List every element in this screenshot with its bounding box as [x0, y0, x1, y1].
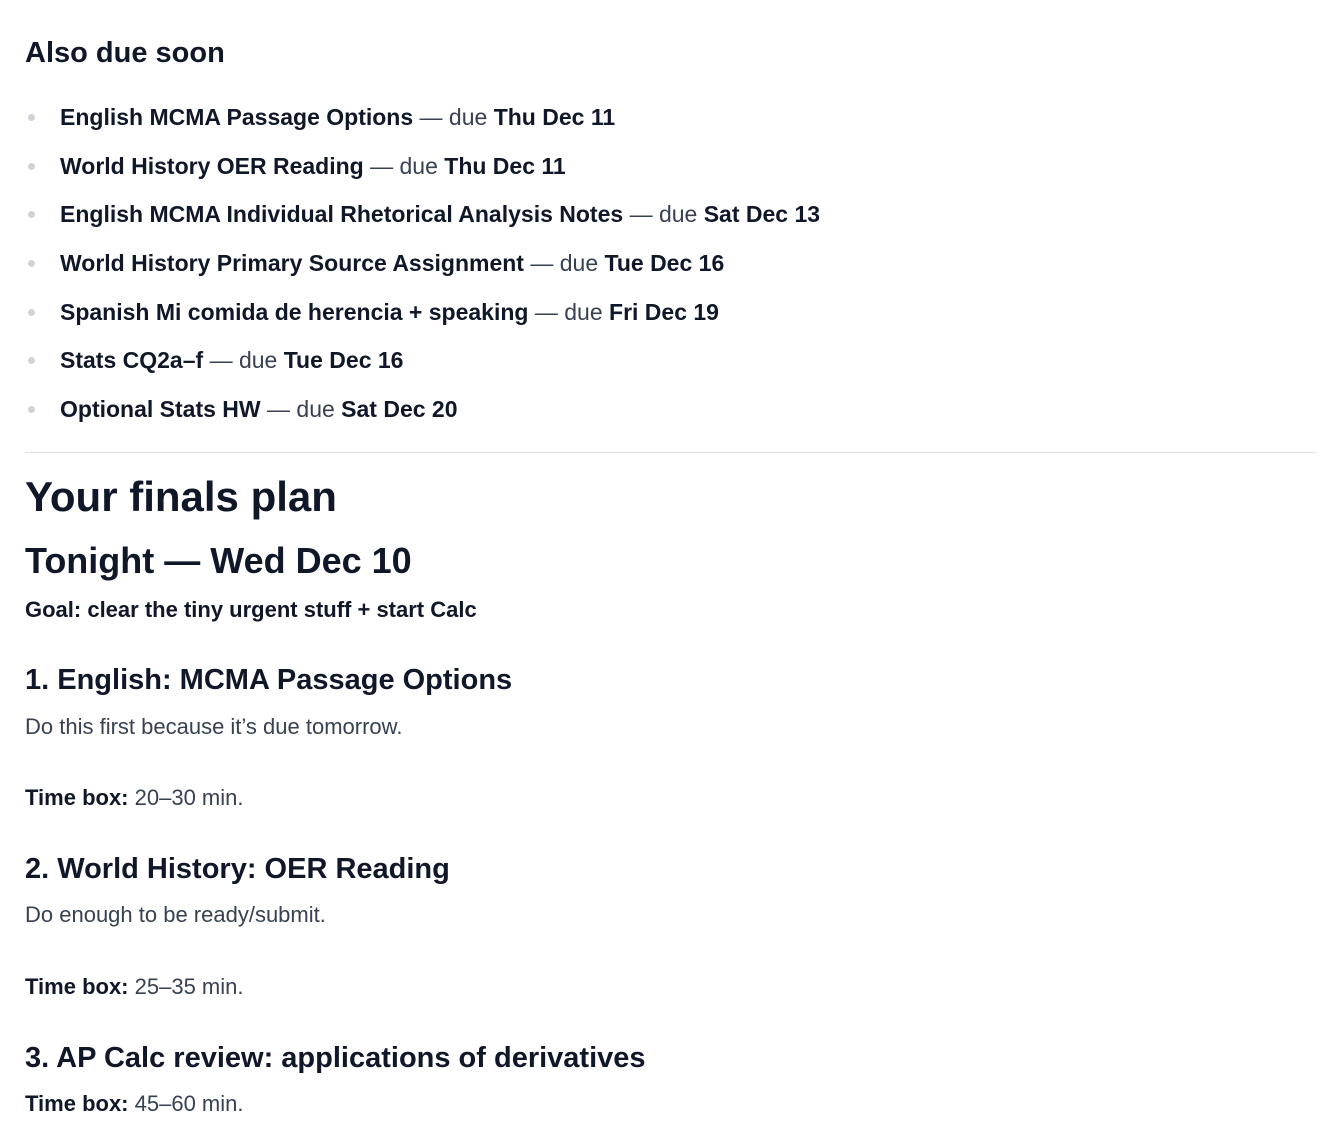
due-separator: — due	[209, 347, 278, 374]
step-title: 3. AP Calc review: applications of derivatives	[25, 1042, 646, 1074]
list-item	[25, 193, 820, 242]
due-separator: — due	[530, 250, 599, 277]
task-name: English MCMA Individual Rhetorical Analysis Notes	[60, 201, 624, 228]
due-date: Sat Dec 13	[703, 201, 821, 228]
timebox-label: Time box:	[25, 1091, 129, 1116]
task-name: Optional Stats HW	[60, 396, 261, 423]
step-timebox	[25, 1089, 244, 1119]
due-date: Tue Dec 16	[283, 347, 404, 374]
task-name: World History Primary Source Assignment	[60, 250, 524, 277]
due-date: Tue Dec 16	[604, 250, 725, 277]
task-name: Spanish Mi comida de herencia + speaking	[60, 298, 529, 325]
due-date: Thu Dec 11	[493, 104, 616, 130]
task-name: English MCMA Passage Options	[60, 104, 414, 130]
section-divider	[25, 452, 1315, 453]
step-description: Do this first because it’s due tomorrow.	[25, 714, 403, 739]
bullet-dot-icon	[28, 357, 35, 364]
list-item	[25, 388, 820, 437]
list-item	[25, 291, 820, 340]
list-item	[25, 242, 820, 291]
list-item	[25, 96, 820, 145]
timebox-label: Time box:	[25, 974, 129, 999]
step-timebox	[25, 783, 244, 813]
list-item	[25, 145, 820, 194]
timebox-value: 25–35 min.	[134, 974, 244, 999]
due-separator: — due	[370, 152, 438, 179]
task-name: World History OER Reading	[60, 152, 364, 179]
also-due-list	[25, 96, 820, 437]
due-separator: — due	[629, 201, 698, 228]
due-date: Sat Dec 20	[341, 396, 458, 423]
task-name: Stats CQ2a–f	[60, 347, 204, 374]
timebox-value: 20–30 min.	[134, 785, 244, 810]
bullet-dot-icon	[28, 163, 35, 170]
timebox-value: 45–60 min.	[134, 1091, 244, 1116]
timebox-label: Time box:	[25, 785, 129, 810]
tonight-goal: Goal: clear the tiny urgent stuff + start Calc	[25, 597, 477, 622]
bullet-dot-icon	[28, 114, 35, 121]
due-separator: — due	[534, 298, 603, 325]
finals-plan-heading: Your finals plan	[25, 473, 337, 520]
due-separator: — due	[419, 104, 488, 130]
due-date: Fri Dec 19	[609, 298, 719, 325]
due-separator: — due	[267, 396, 335, 423]
tonight-heading: Tonight — Wed Dec 10	[25, 540, 412, 581]
step-title: 1. English: MCMA Passage Options	[25, 664, 513, 696]
step-timebox	[25, 972, 244, 1002]
bullet-dot-icon	[28, 260, 35, 267]
due-date: Thu Dec 11	[444, 152, 566, 179]
bullet-dot-icon	[28, 406, 35, 413]
step-title: 2. World History: OER Reading	[25, 853, 450, 885]
also-due-heading: Also due soon	[25, 37, 225, 69]
bullet-dot-icon	[28, 211, 35, 218]
step-description: Do enough to be ready/submit.	[25, 902, 326, 927]
list-item	[25, 339, 820, 388]
bullet-dot-icon	[28, 309, 35, 316]
